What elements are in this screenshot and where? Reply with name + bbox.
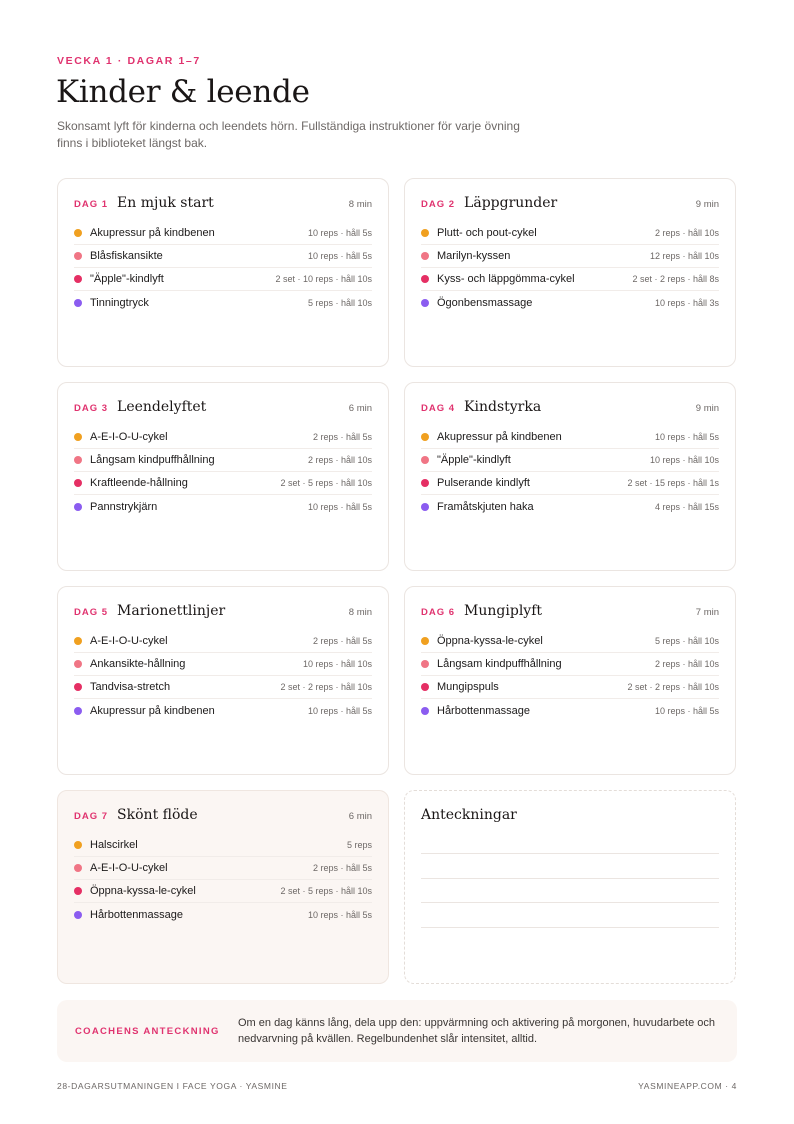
day-tag: DAG 4	[421, 403, 456, 414]
exercise-name: Öppna-kyssa-le-cykel	[90, 885, 196, 897]
exercise-spec: 2 set · 10 reps · håll 10s	[275, 274, 372, 284]
exercise-name: Kraftleende-hållning	[90, 477, 188, 489]
exercise-name: Tinningtryck	[90, 296, 149, 309]
exercise-name: Kyss- och läppgömma-cykel	[437, 273, 575, 285]
category-dot-icon	[74, 299, 82, 307]
exercise-name: Öppna-kyssa-le-cykel	[437, 635, 543, 647]
category-dot-icon	[421, 707, 429, 715]
category-dot-icon	[421, 275, 429, 283]
category-dot-icon	[74, 456, 82, 464]
category-dot-icon	[421, 637, 429, 645]
day-duration: 9 min	[695, 199, 719, 210]
exercise-list	[74, 426, 372, 518]
day-tag: DAG 3	[74, 403, 109, 414]
exercise-name: Långsam kindpuffhållning	[437, 658, 562, 670]
exercise-name: Halscirkel	[90, 839, 138, 851]
exercise-list	[421, 222, 719, 314]
notes-title: Anteckningar	[421, 807, 517, 823]
exercise-item[interactable]	[74, 880, 372, 903]
exercise-item[interactable]	[421, 653, 719, 676]
exercise-item[interactable]	[421, 222, 719, 245]
exercise-spec: 2 set · 5 reps · håll 10s	[280, 886, 372, 896]
exercise-spec: 5 reps	[346, 840, 372, 850]
exercise-name: Ögonbensmassage	[437, 296, 533, 309]
day-card-1[interactable]	[57, 178, 389, 367]
day-title: Skönt flöde	[117, 807, 198, 823]
day-card-4[interactable]	[404, 382, 736, 571]
exercise-name: A-E-I-O-U-cykel	[90, 431, 168, 443]
exercise-name: Blåsfiskansikte	[90, 250, 163, 262]
category-dot-icon	[74, 275, 82, 283]
day-tag: DAG 7	[74, 811, 109, 822]
category-dot-icon	[74, 637, 82, 645]
exercise-spec: 10 reps · håll 5s	[654, 705, 719, 716]
week-eyebrow: VECKA 1 · DAGAR 1–7	[57, 55, 201, 67]
category-dot-icon	[74, 479, 82, 487]
exercise-list	[74, 834, 372, 926]
exercise-item[interactable]	[74, 699, 372, 722]
day-card-header	[421, 603, 719, 625]
exercise-spec: 2 reps · håll 10s	[307, 455, 372, 465]
page-title: Kinder & leende	[56, 74, 310, 110]
category-dot-icon	[74, 887, 82, 895]
notes-card[interactable]	[404, 790, 736, 984]
day-title: Leendelyftet	[117, 399, 207, 415]
exercise-spec: 10 reps · håll 5s	[307, 909, 372, 920]
category-dot-icon	[421, 683, 429, 691]
category-dot-icon	[74, 864, 82, 872]
footer-right: YASMINEAPP.COM · 4	[638, 1081, 737, 1091]
exercise-name: Framåtskjuten haka	[437, 500, 534, 513]
exercise-list	[74, 222, 372, 314]
exercise-name: Akupressur på kindbenen	[90, 704, 215, 717]
exercise-spec: 2 reps · håll 5s	[312, 636, 372, 646]
exercise-item[interactable]	[74, 495, 372, 518]
exercise-item[interactable]	[74, 630, 372, 653]
day-card-header	[421, 195, 719, 217]
day-card-header	[421, 399, 719, 421]
exercise-name: Marilyn-kyssen	[437, 250, 511, 262]
day-duration: 6 min	[348, 403, 372, 414]
note-line	[421, 878, 719, 879]
exercise-item[interactable]	[74, 222, 372, 245]
exercise-spec: 5 reps · håll 10s	[307, 297, 372, 308]
exercise-item[interactable]	[421, 426, 719, 449]
exercise-spec: 5 reps · håll 10s	[654, 636, 719, 646]
exercise-name: Akupressur på kindbenen	[437, 431, 562, 443]
day-duration: 7 min	[695, 607, 719, 618]
exercise-item[interactable]	[74, 291, 372, 314]
day-card-header	[74, 603, 372, 625]
day-title: Mungiplyft	[464, 603, 543, 619]
category-dot-icon	[74, 229, 82, 237]
category-dot-icon	[421, 503, 429, 511]
exercise-name: Mungipspuls	[437, 681, 499, 693]
exercise-item[interactable]	[421, 676, 719, 699]
category-dot-icon	[74, 841, 82, 849]
exercise-item[interactable]	[421, 630, 719, 653]
day-tag: DAG 2	[421, 199, 456, 210]
category-dot-icon	[74, 707, 82, 715]
exercise-item[interactable]	[421, 472, 719, 495]
exercise-spec: 2 reps · håll 10s	[654, 228, 719, 238]
exercise-item[interactable]	[74, 857, 372, 880]
day-card-5[interactable]	[57, 586, 389, 775]
exercise-spec: 2 set · 2 reps · håll 10s	[280, 682, 372, 692]
exercise-item[interactable]	[74, 472, 372, 495]
exercise-name: Hårbottenmassage	[90, 908, 183, 921]
exercise-item[interactable]	[421, 495, 719, 518]
exercise-spec: 2 reps · håll 5s	[312, 432, 372, 442]
exercise-list	[421, 426, 719, 518]
day-duration: 8 min	[348, 199, 372, 210]
exercise-name: Ankansikte-hållning	[90, 658, 186, 670]
exercise-name: Pannstrykjärn	[90, 500, 158, 513]
category-dot-icon	[74, 660, 82, 668]
exercise-item[interactable]	[74, 245, 372, 268]
exercise-item[interactable]	[74, 449, 372, 472]
category-dot-icon	[421, 433, 429, 441]
exercise-spec: 12 reps · håll 10s	[649, 251, 719, 261]
coach-note-text: Om en dag känns lång, dela upp den: uppvärmning och aktivering på morgonen, huvudarbete och nedvarvning på kvällen. Regelbundenhet slår intensitet, alltid.	[238, 1017, 715, 1045]
exercise-item[interactable]	[74, 834, 372, 857]
day-title: En mjuk start	[117, 195, 214, 211]
category-dot-icon	[421, 229, 429, 237]
exercise-spec: 2 reps · håll 5s	[312, 863, 372, 873]
coach-note-label: COACHENS ANTECKNING	[75, 1025, 220, 1037]
exercise-spec: 2 set · 2 reps · håll 8s	[632, 274, 719, 284]
exercise-name: Pulserande kindlyft	[437, 477, 530, 489]
exercise-spec: 2 set · 2 reps · håll 10s	[627, 682, 719, 692]
note-line	[421, 927, 719, 928]
day-title: Kindstyrka	[464, 399, 542, 415]
day-card-header	[74, 807, 372, 829]
exercise-spec: 10 reps · håll 3s	[654, 297, 719, 308]
exercise-item[interactable]	[421, 291, 719, 314]
exercise-name: Akupressur på kindbenen	[90, 227, 215, 239]
exercise-item[interactable]	[74, 268, 372, 291]
exercise-spec: 10 reps · håll 5s	[307, 251, 372, 261]
exercise-list	[421, 630, 719, 722]
category-dot-icon	[74, 911, 82, 919]
category-dot-icon	[421, 479, 429, 487]
exercise-spec: 10 reps · håll 5s	[654, 432, 719, 442]
exercise-name: Tandvisa-stretch	[90, 681, 171, 693]
category-dot-icon	[74, 252, 82, 260]
category-dot-icon	[74, 683, 82, 691]
exercise-name: Hårbottenmassage	[437, 704, 530, 717]
exercise-name: A-E-I-O-U-cykel	[90, 635, 168, 647]
page-subtitle: Skonsamt lyft för kinderna och leendets hörn. Fullständiga instruktioner för varje övning finns i biblioteket längst bak.	[57, 119, 520, 150]
exercise-spec: 10 reps · håll 5s	[307, 705, 372, 716]
exercise-item[interactable]	[421, 449, 719, 472]
day-tag: DAG 1	[74, 199, 109, 210]
exercise-spec: 10 reps · håll 10s	[649, 455, 719, 465]
category-dot-icon	[74, 433, 82, 441]
day-card-header	[74, 195, 372, 217]
day-title: Läppgrunder	[464, 195, 558, 211]
exercise-item[interactable]	[421, 268, 719, 291]
exercise-spec: 4 reps · håll 15s	[654, 501, 719, 512]
category-dot-icon	[421, 252, 429, 260]
day-card-header	[74, 399, 372, 421]
exercise-spec: 10 reps · håll 10s	[302, 659, 372, 669]
day-duration: 6 min	[348, 811, 372, 822]
day-tag: DAG 5	[74, 607, 109, 618]
exercise-name: Plutt- och pout-cykel	[437, 227, 537, 239]
exercise-item[interactable]	[74, 676, 372, 699]
footer-left: 28-DAGARSUTMANINGEN I FACE YOGA · YASMINE	[57, 1081, 288, 1091]
note-line	[421, 902, 719, 903]
exercise-spec: 10 reps · håll 5s	[307, 501, 372, 512]
exercise-name: "Äpple"-kindlyft	[90, 273, 164, 285]
note-line	[421, 853, 719, 854]
day-card-2[interactable]	[404, 178, 736, 367]
day-card-6[interactable]	[404, 586, 736, 775]
coach-note	[57, 1000, 737, 1062]
exercise-name: Långsam kindpuffhållning	[90, 454, 215, 466]
category-dot-icon	[74, 503, 82, 511]
day-card-7[interactable]	[57, 790, 389, 984]
exercise-spec: 2 set · 5 reps · håll 10s	[280, 478, 372, 488]
exercise-item[interactable]	[74, 426, 372, 449]
exercise-spec: 2 set · 15 reps · håll 1s	[627, 478, 719, 488]
exercise-item[interactable]	[421, 699, 719, 722]
exercise-name: A-E-I-O-U-cykel	[90, 862, 168, 874]
day-card-3[interactable]	[57, 382, 389, 571]
day-tag: DAG 6	[421, 607, 456, 618]
day-title: Marionettlinjer	[117, 603, 226, 619]
category-dot-icon	[421, 299, 429, 307]
exercise-spec: 10 reps · håll 5s	[307, 228, 372, 238]
exercise-list	[74, 630, 372, 722]
day-duration: 9 min	[695, 403, 719, 414]
exercise-item[interactable]	[74, 653, 372, 676]
day-duration: 8 min	[348, 607, 372, 618]
exercise-spec: 2 reps · håll 10s	[654, 659, 719, 669]
exercise-item[interactable]	[421, 245, 719, 268]
exercise-item[interactable]	[74, 903, 372, 926]
exercise-name: "Äpple"-kindlyft	[437, 454, 511, 466]
category-dot-icon	[421, 456, 429, 464]
category-dot-icon	[421, 660, 429, 668]
